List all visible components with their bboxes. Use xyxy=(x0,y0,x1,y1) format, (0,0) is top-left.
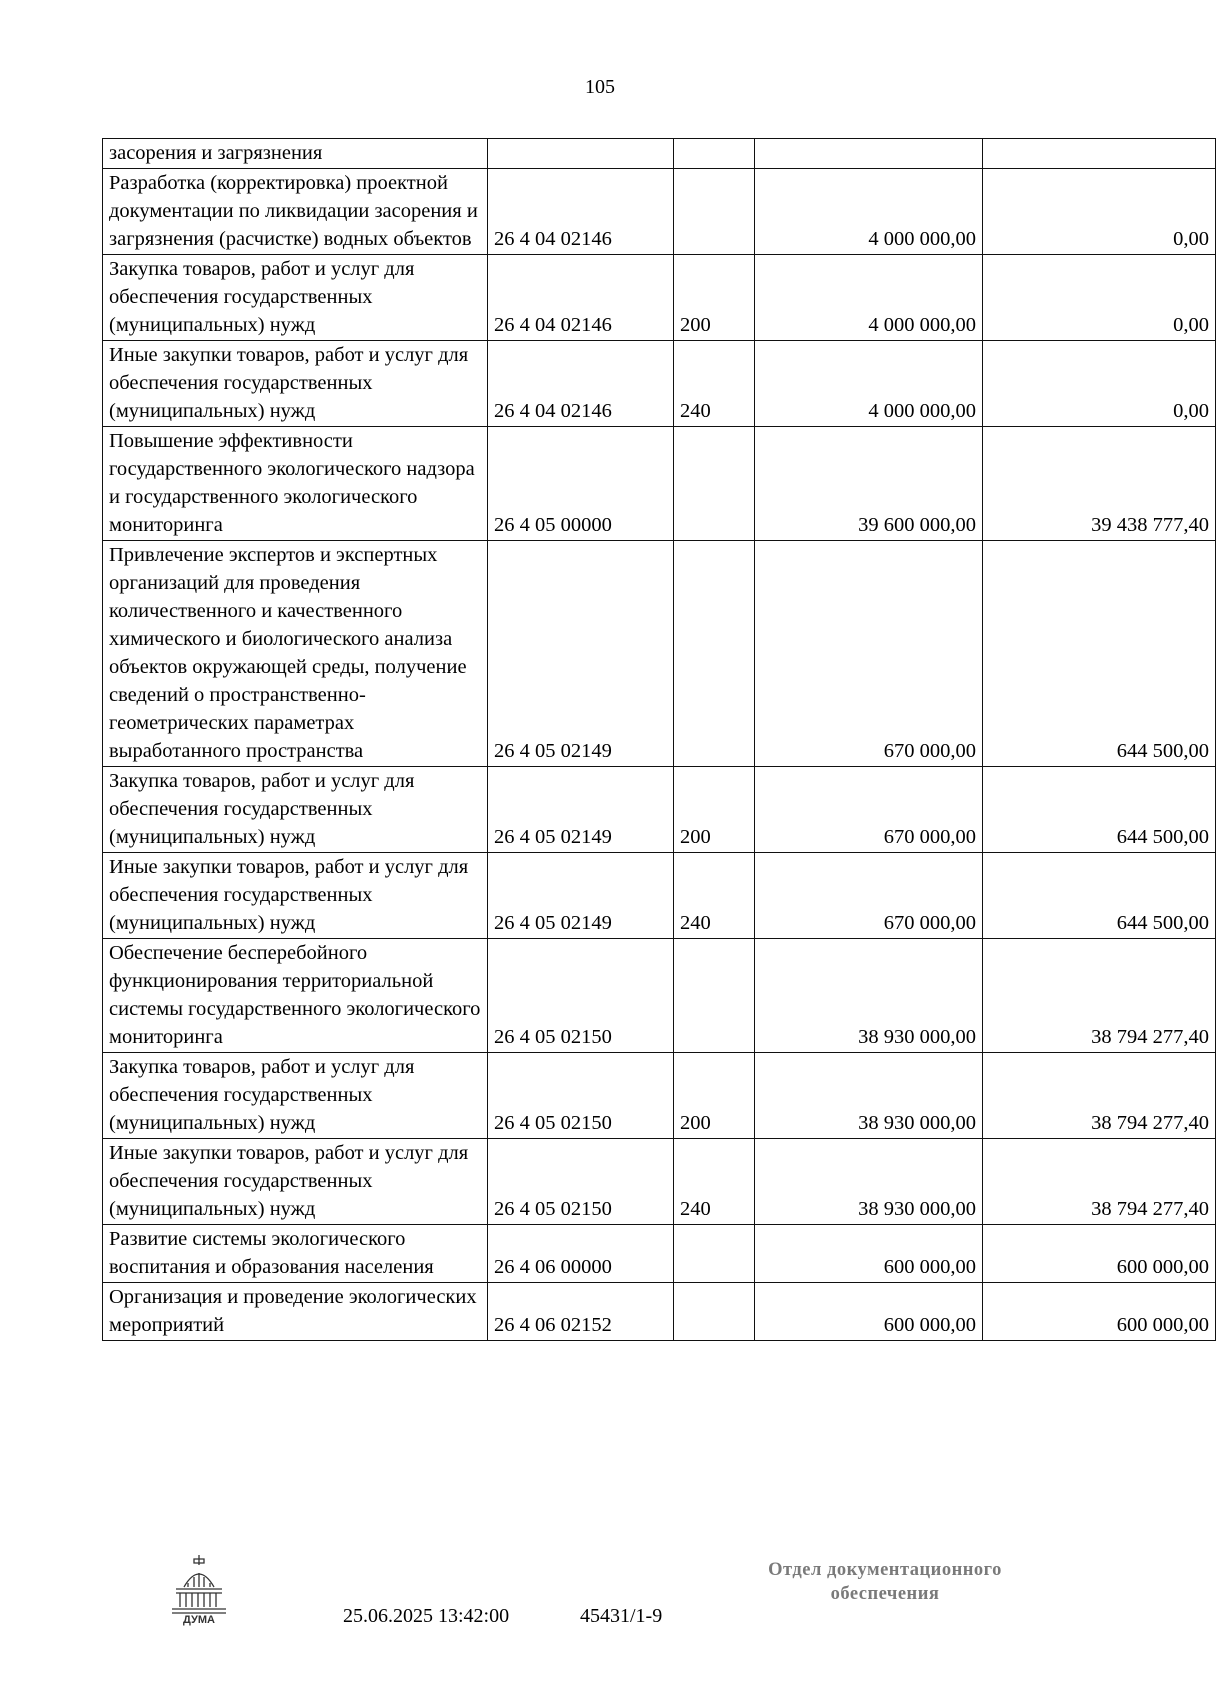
row-planned-amount-cell: 38 930 000,00 xyxy=(755,1053,983,1139)
row-actual-amount-cell: 0,00 xyxy=(983,169,1216,255)
row-expense-type-cell xyxy=(674,939,755,1053)
table-row xyxy=(103,853,1216,939)
table-row xyxy=(103,139,1216,169)
row-expense-type-cell: 240 xyxy=(674,341,755,427)
row-name-cell: Повышение эффективности государственного экологического надзора и государственного экологического мониторинга xyxy=(103,427,488,541)
row-planned-amount-cell: 39 600 000,00 xyxy=(755,427,983,541)
row-actual-amount-cell: 0,00 xyxy=(983,341,1216,427)
row-name-cell: Иные закупки товаров, работ и услуг для обеспечения государственных (муниципальных) нужд xyxy=(103,341,488,427)
footer-datetime: 25.06.2025 13:42:00 xyxy=(343,1605,510,1627)
row-planned-amount-cell: 4 000 000,00 xyxy=(755,169,983,255)
stamp-line-1: Отдел документационного xyxy=(768,1560,1002,1580)
row-planned-amount-cell: 38 930 000,00 xyxy=(755,1139,983,1225)
row-planned-amount-cell: 4 000 000,00 xyxy=(755,341,983,427)
row-planned-amount-cell: 600 000,00 xyxy=(755,1225,983,1283)
row-expense-type-cell: 200 xyxy=(674,1053,755,1139)
row-code-cell: 26 4 05 02149 xyxy=(488,853,674,939)
row-planned-amount-cell: 4 000 000,00 xyxy=(755,255,983,341)
row-name-cell: Иные закупки товаров, работ и услуг для обеспечения государственных (муниципальных) нужд xyxy=(103,1139,488,1225)
row-planned-amount-cell xyxy=(755,139,983,169)
row-name-cell: засорения и загрязнения xyxy=(103,139,488,169)
row-planned-amount-cell: 600 000,00 xyxy=(755,1283,983,1341)
row-actual-amount-cell: 644 500,00 xyxy=(983,541,1216,767)
table-row xyxy=(103,255,1216,341)
page-number: 105 xyxy=(585,76,615,98)
stamp-line-2: обеспечения xyxy=(830,1584,940,1604)
row-actual-amount-cell: 600 000,00 xyxy=(983,1225,1216,1283)
table-row xyxy=(103,767,1216,853)
row-actual-amount-cell: 38 794 277,40 xyxy=(983,1053,1216,1139)
row-expense-type-cell xyxy=(674,1225,755,1283)
row-name-cell: Обеспечение бесперебойного функционирования территориальной системы государственного экологического мониторинга xyxy=(103,939,488,1053)
row-code-cell: 26 4 05 02149 xyxy=(488,767,674,853)
row-name-cell: Иные закупки товаров, работ и услуг для обеспечения государственных (муниципальных) нужд xyxy=(103,853,488,939)
table-row xyxy=(103,939,1216,1053)
row-actual-amount-cell: 644 500,00 xyxy=(983,767,1216,853)
row-expense-type-cell xyxy=(674,169,755,255)
row-code-cell: 26 4 04 02146 xyxy=(488,341,674,427)
row-code-cell xyxy=(488,139,674,169)
row-expense-type-cell: 240 xyxy=(674,1139,755,1225)
row-code-cell: 26 4 05 02149 xyxy=(488,541,674,767)
budget-table-body xyxy=(103,139,1216,1341)
row-planned-amount-cell: 670 000,00 xyxy=(755,853,983,939)
row-name-cell: Организация и проведение экологических мероприятий xyxy=(103,1283,488,1341)
row-code-cell: 26 4 04 02146 xyxy=(488,169,674,255)
row-expense-type-cell xyxy=(674,139,755,169)
table-row xyxy=(103,427,1216,541)
row-name-cell: Закупка товаров, работ и услуг для обеспечения государственных (муниципальных) нужд xyxy=(103,1053,488,1139)
duma-logo-icon xyxy=(168,1553,230,1625)
budget-table xyxy=(102,138,1216,1341)
row-actual-amount-cell: 600 000,00 xyxy=(983,1283,1216,1341)
row-planned-amount-cell: 38 930 000,00 xyxy=(755,939,983,1053)
row-code-cell: 26 4 05 02150 xyxy=(488,939,674,1053)
row-code-cell: 26 4 04 02146 xyxy=(488,255,674,341)
row-name-cell: Развитие системы экологического воспитания и образования населения xyxy=(103,1225,488,1283)
row-expense-type-cell: 200 xyxy=(674,255,755,341)
row-code-cell: 26 4 05 00000 xyxy=(488,427,674,541)
row-planned-amount-cell: 670 000,00 xyxy=(755,767,983,853)
row-code-cell: 26 4 05 02150 xyxy=(488,1139,674,1225)
table-row xyxy=(103,341,1216,427)
row-actual-amount-cell: 644 500,00 xyxy=(983,853,1216,939)
table-row xyxy=(103,1053,1216,1139)
row-code-cell: 26 4 05 02150 xyxy=(488,1053,674,1139)
row-actual-amount-cell: 39 438 777,40 xyxy=(983,427,1216,541)
row-expense-type-cell xyxy=(674,1283,755,1341)
table-row xyxy=(103,541,1216,767)
row-name-cell: Разработка (корректировка) проектной документации по ликвидации засорения и загрязнения (расчистке) водных объектов xyxy=(103,169,488,255)
footer-document-number: 45431/1-9 xyxy=(580,1605,663,1627)
row-expense-type-cell xyxy=(674,427,755,541)
row-code-cell: 26 4 06 02152 xyxy=(488,1283,674,1341)
row-planned-amount-cell: 670 000,00 xyxy=(755,541,983,767)
row-name-cell: Закупка товаров, работ и услуг для обеспечения государственных (муниципальных) нужд xyxy=(103,767,488,853)
row-expense-type-cell xyxy=(674,541,755,767)
row-name-cell: Закупка товаров, работ и услуг для обеспечения государственных (муниципальных) нужд xyxy=(103,255,488,341)
table-row xyxy=(103,1225,1216,1283)
row-actual-amount-cell: 38 794 277,40 xyxy=(983,1139,1216,1225)
row-actual-amount-cell: 0,00 xyxy=(983,255,1216,341)
table-row xyxy=(103,169,1216,255)
table-row xyxy=(103,1139,1216,1225)
row-actual-amount-cell xyxy=(983,139,1216,169)
row-expense-type-cell: 240 xyxy=(674,853,755,939)
row-expense-type-cell: 200 xyxy=(674,767,755,853)
table-row xyxy=(103,1283,1216,1341)
row-name-cell: Привлечение экспертов и экспертных организаций для проведения количественного и качественного химического и биологического анализа объектов окружающей среды, получение сведений о пространственно-геометрических параметрах выработанного пространства xyxy=(103,541,488,767)
logo-lettering: ДУМА xyxy=(183,1614,215,1626)
row-code-cell: 26 4 06 00000 xyxy=(488,1225,674,1283)
row-actual-amount-cell: 38 794 277,40 xyxy=(983,939,1216,1053)
department-stamp xyxy=(740,1558,1030,1606)
